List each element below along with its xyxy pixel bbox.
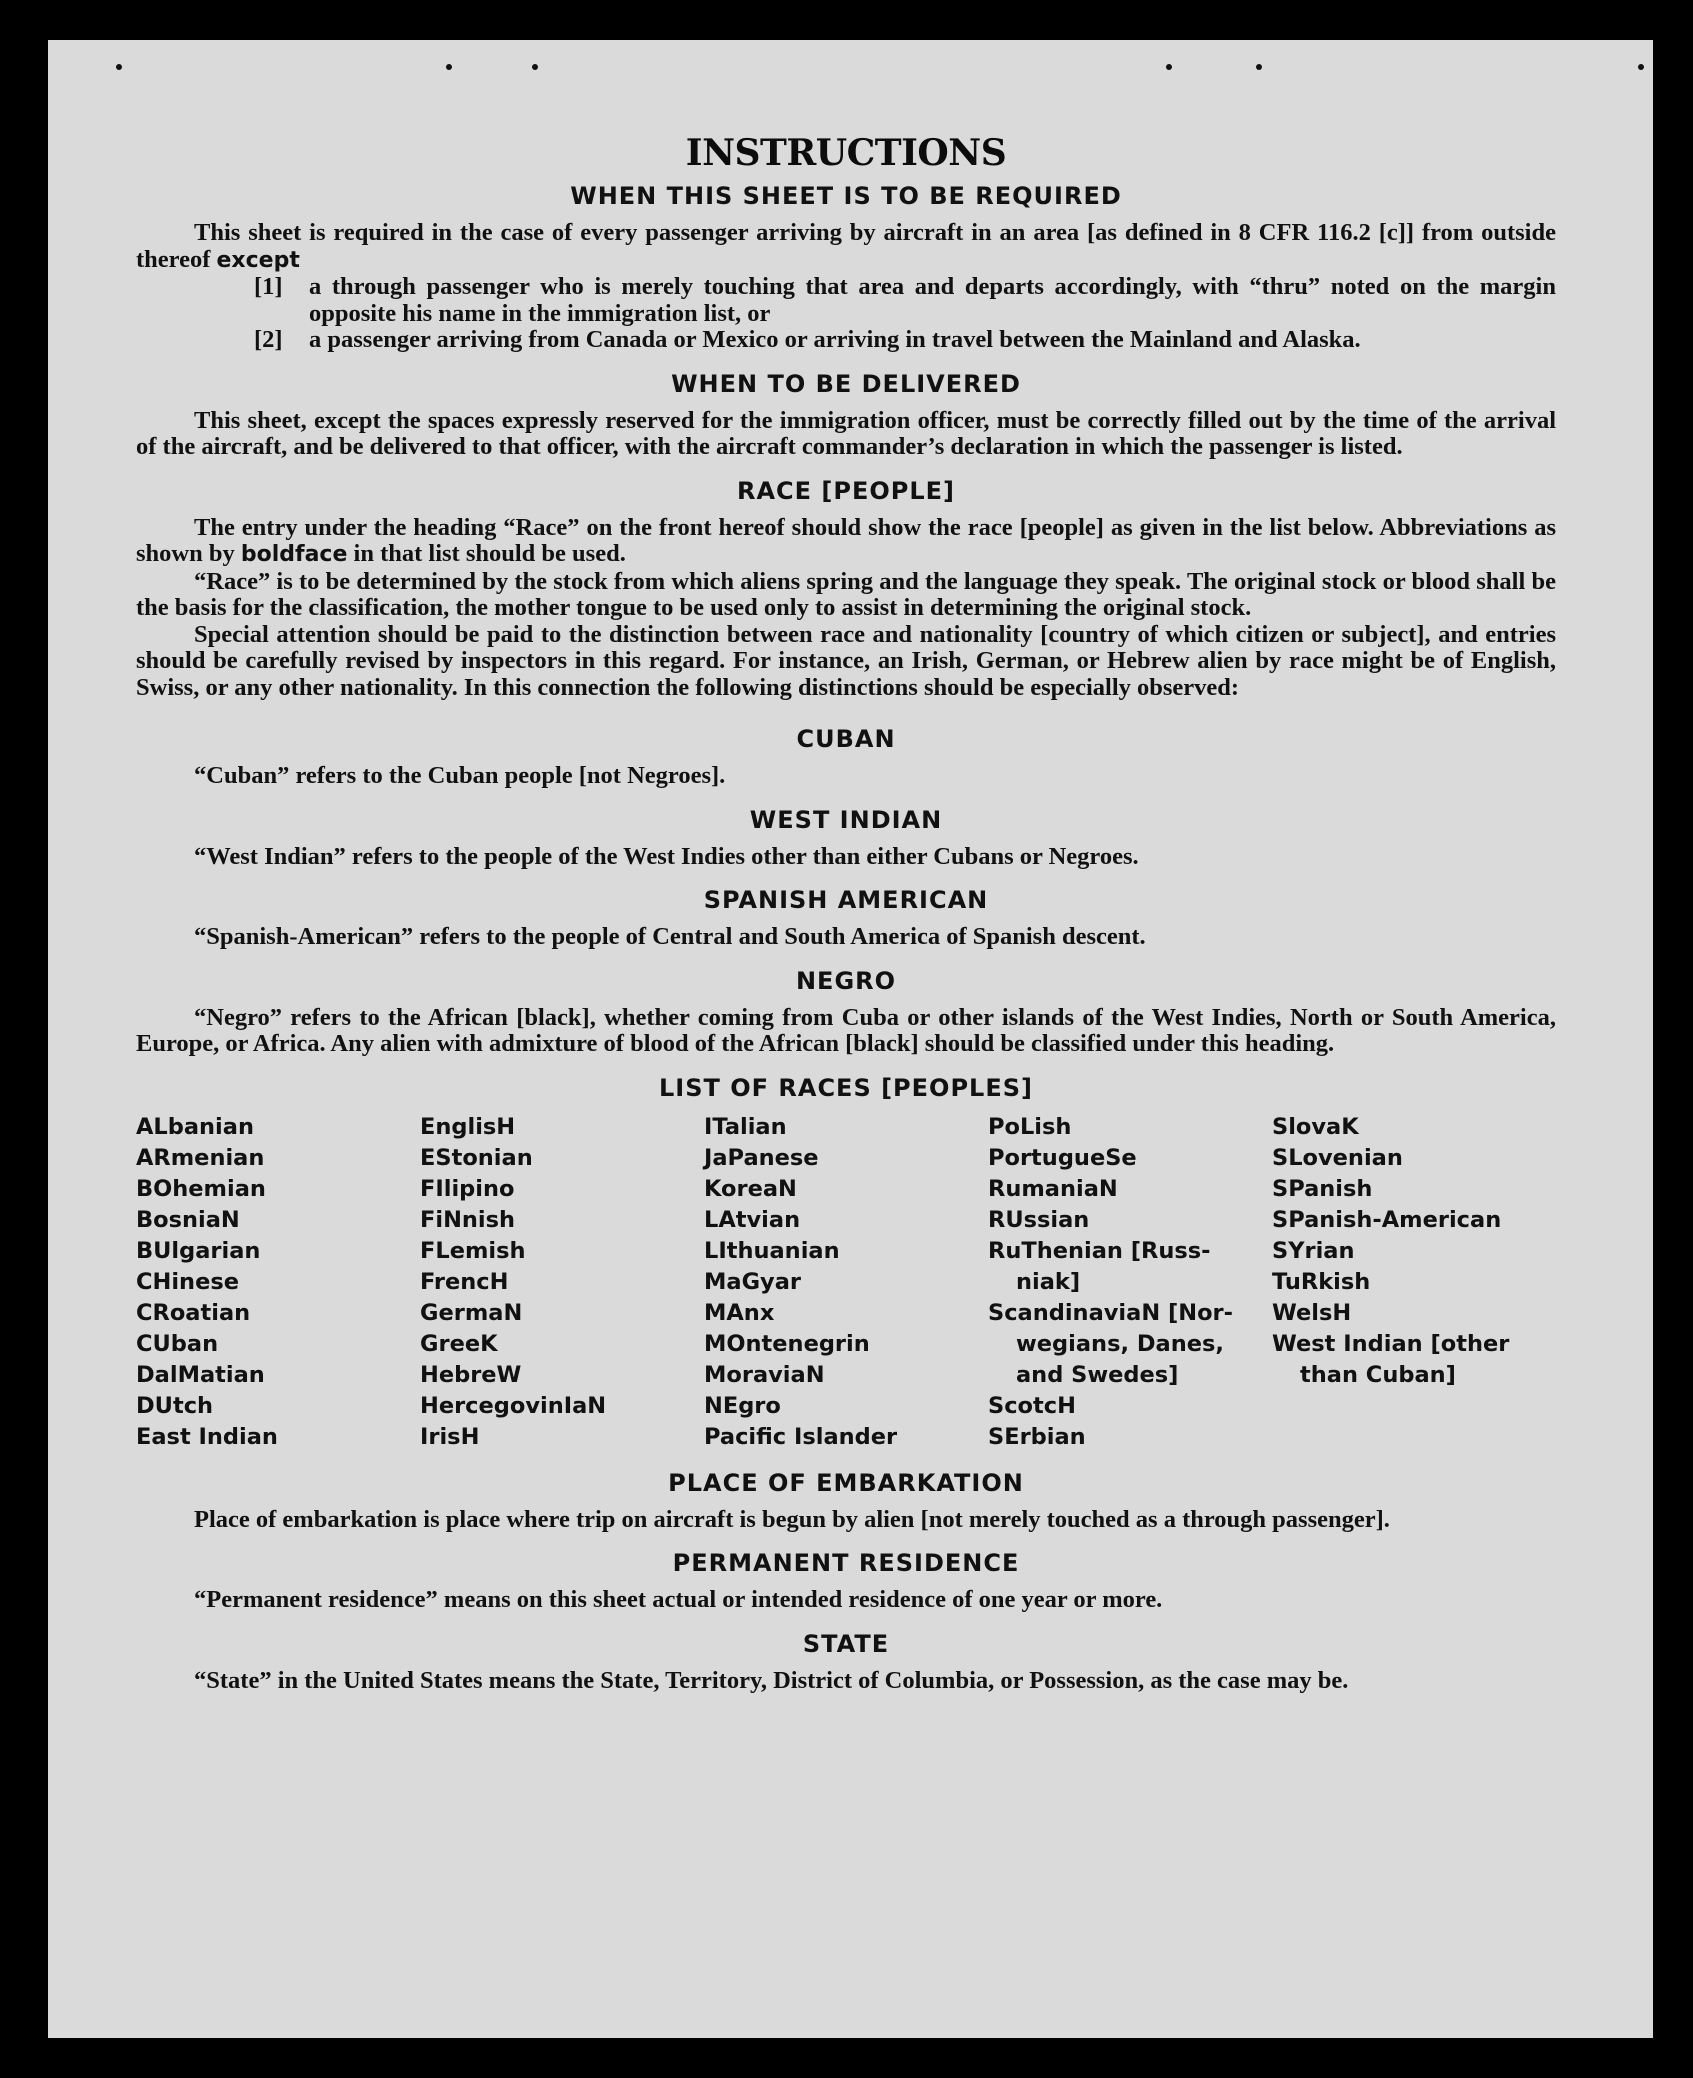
race-entry: RumaniaN — [988, 1175, 1118, 1202]
punch-hole — [1166, 64, 1172, 70]
race-entry: LIthuanian — [704, 1237, 840, 1264]
state-paragraph: “State” in the United States means the State, Territory, District of Columbia, or Possession, as the case may be. — [194, 1666, 1349, 1694]
race-paragraph: Special attention should be paid to the distinction between race and nationality [country of which citizen or subject], and entries should be carefully revised by inspectors in this regard. For instance, an Irish, German, or Hebrew alien by race might be of English, Swiss, or any other nationality. In this connection the following distinctions should be especially observed: — [136, 620, 1556, 701]
races-column — [420, 1112, 704, 1453]
race-entry: and Swedes] — [1016, 1361, 1179, 1388]
boldface-word: boldface — [240, 542, 348, 567]
race-entry: PoLish — [988, 1113, 1072, 1140]
punch-hole — [532, 64, 538, 70]
section-heading-state: STATE — [802, 1629, 890, 1658]
race-paragraph — [136, 515, 1556, 569]
instructions-content — [136, 132, 1556, 1694]
race-entry: JaPanese — [704, 1144, 819, 1171]
races-column — [1272, 1112, 1556, 1453]
section-heading-embarkation: PLACE OF EMBARKATION — [668, 1468, 1024, 1497]
page-title: INSTRUCTIONS — [685, 132, 1007, 174]
races-list — [136, 1112, 1556, 1453]
races-column — [136, 1112, 420, 1453]
race-entry: ScandinaviaN [Nor- — [988, 1299, 1233, 1326]
race-entry: HebreW — [420, 1361, 522, 1388]
race-entry: MAnx — [704, 1299, 775, 1326]
race-entry: GermaN — [420, 1299, 523, 1326]
section-heading-west-indian: WEST INDIAN — [749, 805, 943, 834]
race-entry: MoraviaN — [704, 1361, 825, 1388]
punch-hole — [1638, 64, 1644, 70]
race-entry: HercegovinIaN — [420, 1392, 607, 1419]
residence-paragraph: “Permanent residence” means on this sheet actual or intended residence of one year or more. — [194, 1586, 1163, 1613]
section-heading-negro: NEGRO — [795, 966, 897, 995]
races-column — [988, 1112, 1272, 1453]
race-entry: SErbian — [988, 1423, 1086, 1450]
race-entry: PortugueSe — [988, 1144, 1137, 1171]
race-entry: RUssian — [988, 1206, 1090, 1233]
race-paragraph: “Race” is to be determined by the stock from which aliens spring and the language they speak. The original stock or blood shall be the basis for the classification, the mother tongue to be used only to assist in determining the original stock. — [136, 567, 1556, 621]
race-entry: FLemish — [420, 1237, 526, 1264]
race-entry: ITalian — [704, 1113, 787, 1140]
race-entry: WelsH — [1272, 1299, 1352, 1326]
race-entry: SPanish-American — [1272, 1206, 1502, 1233]
negro-paragraph: “Negro” refers to the African [black], whether coming from Cuba or other islands of the West Indies, North or South America, Europe, or Africa. Any alien with admixture of blood of the African [black] should be classified under this heading. — [136, 1003, 1556, 1057]
race-entry: EnglisH — [420, 1113, 516, 1140]
race-entry: CUban — [136, 1330, 219, 1357]
race-entry: MaGyar — [704, 1268, 801, 1295]
punch-hole — [446, 64, 452, 70]
race-text: The entry under the heading “Race” on the front hereof should show the race [people] as given in the list below. Abbreviations as shown by — [136, 513, 1556, 567]
race-entry: TuRkish — [1272, 1268, 1371, 1295]
race-entry: SYrian — [1272, 1237, 1355, 1264]
race-entry: Pacific Islander — [704, 1423, 898, 1450]
race-entry: MOntenegrin — [704, 1330, 870, 1357]
race-entry: West Indian [other — [1272, 1330, 1510, 1357]
race-entry: ALbanian — [136, 1113, 254, 1140]
race-entry: GreeK — [420, 1330, 498, 1357]
race-entry: NEgro — [704, 1392, 781, 1419]
race-entry: EStonian — [420, 1144, 533, 1171]
race-entry: CRoatian — [136, 1299, 251, 1326]
section-heading-residence: PERMANENT RESIDENCE — [672, 1549, 1020, 1577]
required-paragraph — [136, 220, 1556, 274]
race-text: in that list should be used. — [347, 540, 626, 567]
item-text: a passenger arriving from Canada or Mexico or arriving in travel between the Mainland and Alaska. — [309, 326, 1361, 353]
cuban-paragraph: “Cuban” refers to the Cuban people [not Negroes]. — [194, 762, 726, 789]
document-page — [48, 40, 1653, 2038]
section-heading-required: WHEN THIS SHEET IS TO BE REQUIRED — [570, 182, 1122, 210]
spanish-american-paragraph: “Spanish-American” refers to the people of Central and South America of Spanish descent. — [194, 923, 1146, 950]
delivered-paragraph: This sheet, except the spaces expressly reserved for the immigration officer, must be correctly filled out by the time of the arrival of the aircraft, and be delivered to that officer, with the aircraft commander’s declaration in which the passenger is listed. — [136, 406, 1556, 460]
section-heading-race: RACE [PEOPLE] — [736, 476, 956, 505]
races-column — [704, 1112, 988, 1453]
race-entry: SPanish — [1272, 1175, 1373, 1202]
race-entry: BUlgarian — [136, 1237, 261, 1264]
race-entry: DalMatian — [136, 1361, 265, 1388]
race-entry: SlovaK — [1272, 1113, 1359, 1140]
section-heading-spanish-american: SPANISH AMERICAN — [703, 886, 989, 914]
west-indian-paragraph: “West Indian” refers to the people of the West Indies other than either Cubans or Negroes. — [194, 842, 1139, 870]
exception-list — [254, 274, 1556, 354]
race-entry: IrisH — [420, 1423, 480, 1450]
punch-hole — [1256, 64, 1262, 70]
race-entry: FiNnish — [420, 1206, 516, 1233]
exception-item — [254, 274, 1556, 327]
item-text: a through passenger who is merely touching that area and departs accordingly, with “thru” noted on the margin opposite his name in the immigration list, or — [309, 273, 1556, 327]
except-word: except — [216, 247, 300, 273]
race-entry: BOhemian — [136, 1175, 266, 1202]
race-entry: RuThenian [Russ- — [988, 1237, 1211, 1264]
race-entry: niak] — [1016, 1268, 1081, 1295]
race-entry: SLovenian — [1272, 1144, 1403, 1171]
race-entry: ScotcH — [988, 1392, 1076, 1419]
section-heading-list: LIST OF RACES [PEOPLES] — [659, 1073, 1033, 1102]
required-text: This sheet is required in the case of every passenger arriving by aircraft in an area [as defined in 8 CFR 116.2 [c]] from outside thereof — [136, 219, 1556, 273]
exception-item — [254, 327, 1556, 354]
race-entry: wegians, Danes, — [1016, 1330, 1224, 1357]
race-entry: LAtvian — [704, 1206, 801, 1233]
embarkation-paragraph: Place of embarkation is place where trip on aircraft is begun by alien [not merely touched as a through passenger]. — [194, 1505, 1390, 1533]
section-heading-cuban: CUBAN — [796, 725, 896, 753]
race-entry: FIlipino — [420, 1175, 515, 1202]
punch-hole — [116, 64, 122, 70]
section-heading-delivered: WHEN TO BE DELIVERED — [671, 369, 1021, 398]
item-number: [2] — [254, 326, 283, 353]
item-number: [1] — [254, 273, 283, 300]
race-entry: BosniaN — [136, 1206, 240, 1233]
race-entry: CHinese — [136, 1268, 239, 1295]
race-entry: KoreaN — [704, 1175, 797, 1202]
race-entry: DUtch — [136, 1392, 214, 1419]
race-entry: FrencH — [420, 1268, 509, 1295]
race-entry: than Cuban] — [1300, 1361, 1456, 1388]
race-entry: ARmenian — [136, 1144, 265, 1171]
race-entry: East Indian — [136, 1423, 278, 1450]
